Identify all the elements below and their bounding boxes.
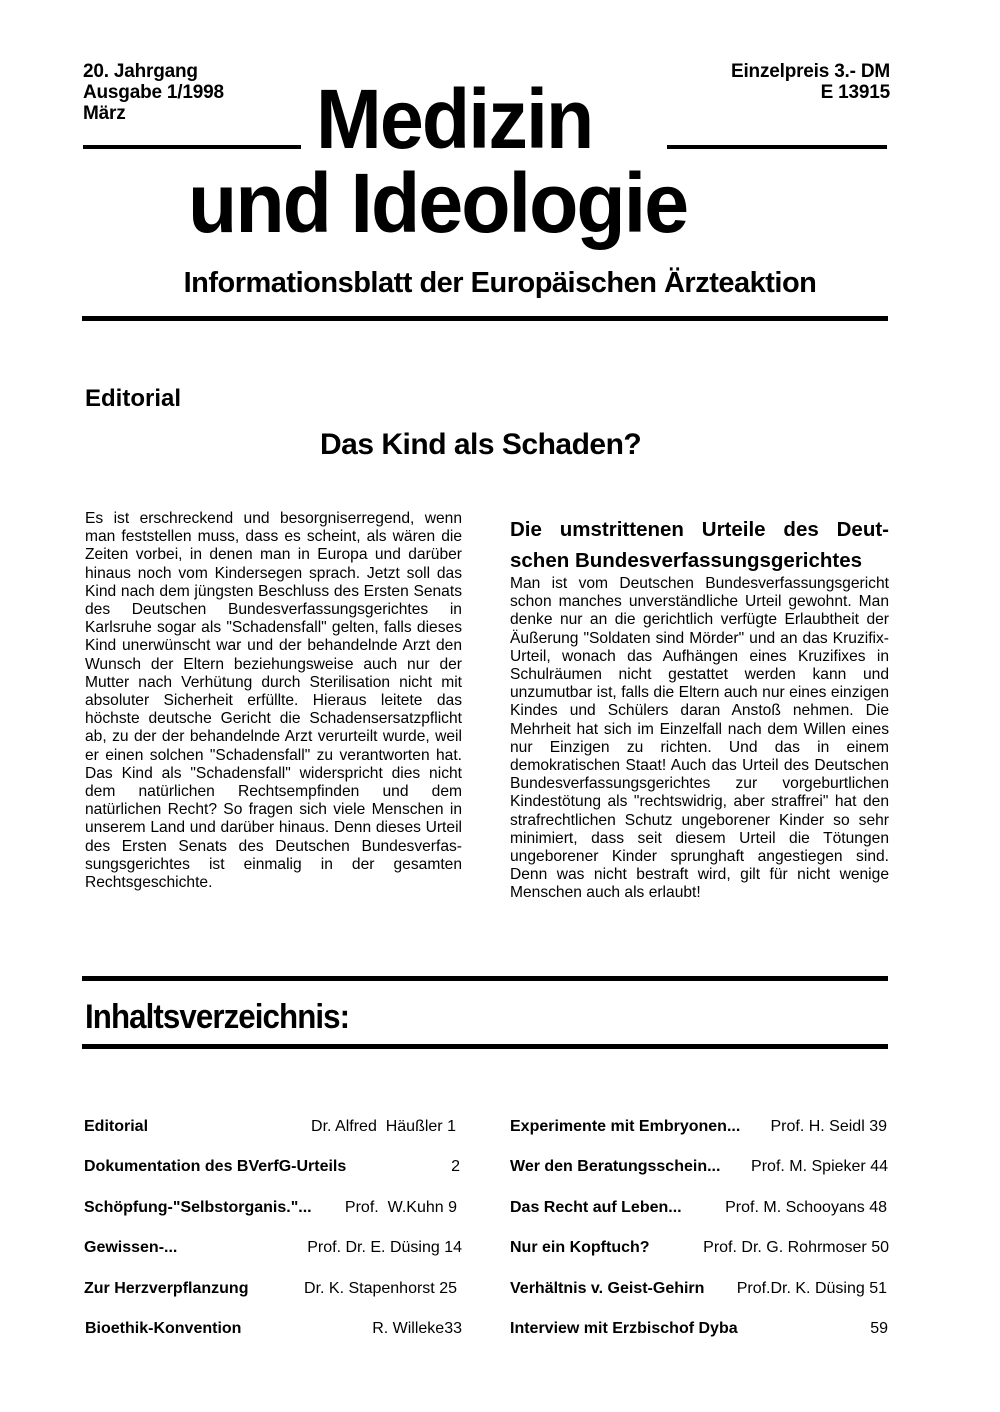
toc-entry-page: 50 bbox=[871, 1239, 889, 1256]
editorial-right-column: Man ist vom Deutschen Bundesverfassungsgericht schon manches unverständliche Urteil gewohnt. Man denke nur an die gerichtlich verfügte Erlaubtheit der Äußerung "Soldaten sind Mörder" und an das Kruzifix-Urteil, wonach das Aufhängen eines Kruzifixes in Schulräumen nicht gestattet werden kann und unzumutbar ist, falls die Eltern auch nur eines einzigen Kindes und Schülers daran Anstoß nehmen. Die Mehrheit hat sich im Einzelfall nach dem Willen eines nur Einzigen zu richten. Und das in einem demokratischen Staat! Auch das Urteil des Deutschen Bundesverfassungsgerichtes zur vorgeburtlichen Kindestötung als "rechtswidrig, aber straffrei" hat den strafrechtlichen Schutz ungeborener Kinder so sehr minimiert, dass seit diesem Urteil die Tötungen ungeborener Kinder sprunghaft angestiegen sind. Denn was nicht bestraft wird, gilt für nicht wenige Menschen auch als erlaubt! bbox=[510, 575, 889, 902]
toc-entry[interactable] bbox=[84, 1279, 457, 1299]
toc-entry-page: 1 bbox=[447, 1118, 456, 1135]
toc-entry[interactable] bbox=[510, 1319, 888, 1339]
toc-entry[interactable] bbox=[510, 1198, 887, 1218]
toc-entry-title: Editorial bbox=[84, 1118, 149, 1135]
masthead-bottom-rule bbox=[82, 316, 888, 321]
toc-entry-author-page bbox=[737, 1279, 887, 1299]
editorial-right-heading: Die umstrittenen Urteile des Deutschen Bundesverfassungsgerichtes bbox=[510, 518, 889, 572]
toc-entry-author: Dr. K. Stapenhorst bbox=[304, 1280, 435, 1297]
toc-entry-author-page bbox=[372, 1319, 462, 1339]
toc-entry-author-page bbox=[725, 1198, 887, 1218]
toc-entry[interactable] bbox=[510, 1279, 887, 1299]
toc-entry-page: 44 bbox=[870, 1158, 888, 1175]
toc-entry-title: Bioethik-Konvention bbox=[85, 1320, 242, 1337]
toc-entry-author-page bbox=[311, 1117, 456, 1137]
toc-entry-author: Prof.Dr. K. Düsing bbox=[736, 1280, 865, 1297]
toc-entry[interactable] bbox=[510, 1157, 888, 1177]
toc-entry[interactable] bbox=[85, 1319, 462, 1339]
toc-entry-title: Experimente mit Embryonen... bbox=[510, 1118, 741, 1135]
toc-entry[interactable] bbox=[510, 1117, 887, 1137]
toc-entry-page: 48 bbox=[869, 1199, 887, 1216]
article-title: Das Kind als Schaden? bbox=[320, 428, 642, 461]
toc-entry-author-page bbox=[751, 1157, 888, 1177]
masthead-rule-left bbox=[83, 145, 301, 149]
toc-entry-title: Verhältnis v. Geist-Gehirn bbox=[510, 1280, 705, 1297]
toc-entry-page: 14 bbox=[444, 1239, 462, 1256]
month-label: März bbox=[83, 103, 126, 124]
toc-entry-page: 9 bbox=[448, 1199, 457, 1216]
toc-bottom-rule bbox=[82, 1044, 888, 1049]
toc-entry[interactable] bbox=[84, 1157, 460, 1177]
toc-entry[interactable] bbox=[84, 1117, 456, 1137]
toc-entry-author: Dr. Alfred Häußler bbox=[311, 1118, 443, 1135]
toc-entry-author-page bbox=[304, 1279, 457, 1299]
toc-entry-title: Wer den Beratungsschein... bbox=[510, 1158, 721, 1175]
toc-entry[interactable] bbox=[510, 1238, 889, 1258]
toc-entry-title: Zur Herzverpflanzung bbox=[84, 1280, 249, 1297]
toc-entry-page: 25 bbox=[439, 1280, 457, 1297]
masthead-subtitle: Informationsblatt der Europäischen Ärzteaktion bbox=[183, 267, 817, 299]
toc-heading: Inhaltsverzeichnis: bbox=[85, 998, 350, 1036]
price-info bbox=[731, 61, 890, 103]
volume-label: 20. Jahrgang bbox=[83, 61, 198, 82]
toc-entry-author: Prof. M. Spieker bbox=[751, 1158, 866, 1175]
toc-top-rule bbox=[82, 976, 888, 981]
toc-entry-title: Das Recht auf Leben... bbox=[510, 1199, 682, 1216]
masthead-rule-right bbox=[667, 145, 887, 149]
toc-entry-author: Prof. Dr. G. Rohrmoser bbox=[703, 1239, 867, 1256]
section-label-editorial: Editorial bbox=[85, 385, 182, 412]
toc-entry-author-page bbox=[770, 1117, 887, 1137]
issue-info bbox=[83, 61, 224, 124]
toc-entry-author-page bbox=[703, 1238, 889, 1258]
issue-label: Ausgabe 1/1998 bbox=[83, 82, 224, 103]
toc-entry-author: Prof. H. Seidl bbox=[770, 1118, 865, 1135]
toc-entry-page: 33 bbox=[444, 1320, 462, 1337]
toc-entry-author: Prof. Dr. E. Düsing bbox=[307, 1239, 440, 1256]
toc-entry-title: Gewissen-... bbox=[84, 1239, 178, 1256]
masthead-title-line1: Medizin bbox=[316, 72, 593, 166]
toc-entry-page: 39 bbox=[869, 1118, 887, 1135]
toc-entry-title: Dokumentation des BVerfG-Urteils bbox=[84, 1158, 347, 1175]
toc-entry-author-page bbox=[307, 1238, 462, 1258]
toc-entry[interactable] bbox=[84, 1238, 462, 1258]
toc-entry-author: R. Willeke bbox=[372, 1320, 445, 1337]
toc-entry-title: Interview mit Erzbischof Dyba bbox=[510, 1320, 738, 1337]
toc-entry-title: Schöpfung-"Selbstorganis."... bbox=[84, 1199, 312, 1216]
toc-entry-page: 2 bbox=[451, 1158, 460, 1175]
toc-entry[interactable] bbox=[84, 1198, 457, 1218]
code-label: E 13915 bbox=[820, 82, 890, 103]
toc-entry-page: 51 bbox=[869, 1280, 887, 1297]
toc-entry-author: Prof. M. Schooyans bbox=[725, 1199, 865, 1216]
toc-entry-page: 59 bbox=[870, 1320, 888, 1337]
price-label: Einzelpreis 3.- DM bbox=[731, 61, 890, 82]
toc-entry-title: Nur ein Kopftuch? bbox=[510, 1239, 650, 1256]
toc-entry-author-page bbox=[345, 1198, 457, 1218]
toc-entry-author: Prof. W.Kuhn bbox=[344, 1199, 444, 1216]
masthead-title-line2: und Ideologie bbox=[188, 156, 688, 250]
editorial-left-column: Es ist erschreckend und besorgniserregend, wenn man feststellen muss, dass es scheint, als wären die Zeiten vorbei, in denen man in Europa und darüber hinaus noch vom Kindersegen sprach. Jetzt soll das Kind nach dem jüngsten Beschluss des Ersten Senats des Deutschen Bundesverfassungsgerichtes in Karlsruhe sogar als "Schadensfall" gelten, falls dieses Kind unerwünscht war und der behandelnde Arzt den Wunsch der Eltern beziehungsweise auch nur der Mutter nach Verhütung durch Sterilisation nicht mit absoluter Sicherheit erfüllte. Hieraus leitete das höchste deutsche Gericht die Schadensersatzpflicht ab, zu der der behandelnde Arzt verurteilt wurde, weil er einen solchen "Schadensfall" zu verantworten hat. Das Kind als "Schadensfall" widerspricht dies nicht dem natürlichen Rechtsempfinden und dem natürlichen Recht? So fragen sich viele Menschen in unserem Land und darüber hinaus. Denn dieses Urteil des Ersten Senats des Deutschen Bundesverfassungsgerichtes ist einmalig in der gesamten Rechtsgeschichte. bbox=[85, 510, 462, 892]
